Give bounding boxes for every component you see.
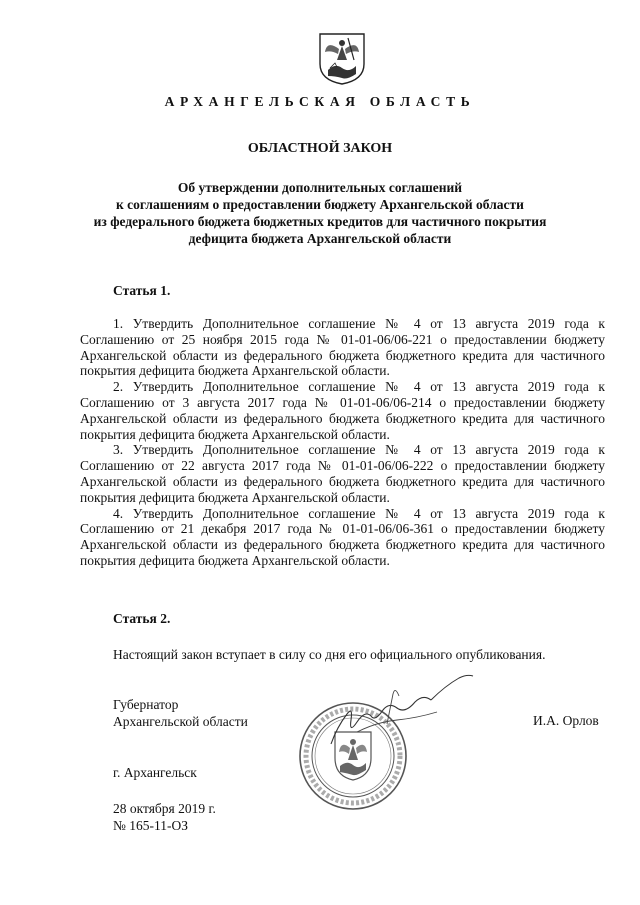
region-name: АРХАНГЕЛЬСКАЯ ОБЛАСТЬ [164, 94, 476, 109]
article-2-heading: Статья 2. [113, 611, 171, 626]
law-type: ОБЛАСТНОЙ ЗАКОН [247, 141, 393, 156]
governor-title-line: Архангельской области [113, 714, 248, 729]
law-title-line: из федерального бюджета бюджетных кредитов для частичного покрытия [93, 214, 547, 229]
law-title-line: к соглашениям о предоставлении бюджету Архангельской области [116, 197, 524, 212]
signature-icon [327, 672, 477, 752]
law-title-line: дефицита бюджета Архангельской области [188, 231, 452, 246]
governor-title [113, 696, 248, 730]
article-1-paragraph: 1. Утвердить Дополнительное соглашение № 4 от 13 августа 2019 года к Соглашению от 25 ноября 2015 года № 01-01-06/06-221 о предоставлении бюджету Архангельской области из федерального бюджета бюджетного кредита для частичного покрытия дефицита бюджета Архангельской области. [80, 316, 605, 379]
article-1-body [80, 316, 605, 569]
city: г. Архангельск [113, 765, 197, 780]
article-1-paragraph: 3. Утвердить Дополнительное соглашение № 4 от 13 августа 2019 года к Соглашению от 22 августа 2017 года № 01-01-06/06-222 о предоставлении бюджету Архангельской области из федерального бюджета бюджетного кредита для частичного покрытия дефицита бюджета Архангельской области. [80, 442, 605, 505]
law-title-line: Об утверждении дополнительных соглашений [177, 180, 463, 195]
coat-of-arms-icon [317, 30, 367, 86]
governor-title-line: Губернатор [113, 697, 179, 712]
law-number: № 165-11-ОЗ [113, 818, 189, 833]
law-date: 28 октября 2019 г. [113, 801, 216, 816]
governor-name: И.А. Орлов [533, 713, 599, 728]
law-title [60, 179, 580, 247]
article-2-body: Настоящий закон вступает в силу со дня его официального опубликования. [113, 647, 546, 662]
article-1-paragraph: 4. Утвердить Дополнительное соглашение № 4 от 13 августа 2019 года к Соглашению от 21 декабря 2017 года № 01-01-06/06-361 о предоставлении бюджету Архангельской области из федерального бюджета бюджетного кредита для частичного покрытия дефицита бюджета Архангельской области. [80, 505, 605, 568]
article-1-heading: Статья 1. [113, 283, 171, 298]
article-1-paragraph: 2. Утвердить Дополнительное соглашение № 4 от 13 августа 2019 года к Соглашению от 3 августа 2017 года № 01-01-06/06-214 о предоставлении бюджету Архангельской области из федерального бюджета бюджетного кредита для частичного покрытия дефицита бюджета Архангельской области. [80, 379, 605, 442]
law-date-number [113, 800, 216, 834]
